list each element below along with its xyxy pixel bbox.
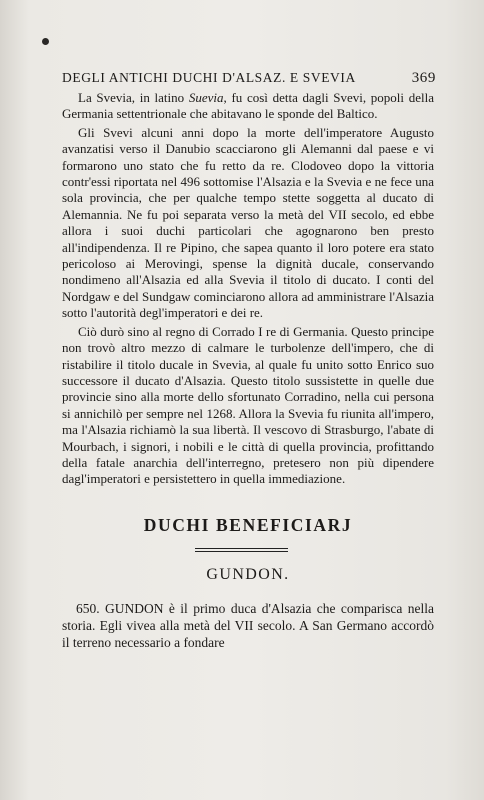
- main-text: [62, 90, 434, 488]
- running-header: [62, 70, 436, 87]
- page-number: 369: [411, 70, 436, 86]
- section-title: DUCHI BENEFICIARJ: [143, 515, 353, 535]
- entry-paragraph: 650. GUNDON è il primo duca d'Alsazia che comparisca nella storia. Egli vivea alla metà del VII secolo. A San Germano accordò il terreno necessario a fondare: [62, 601, 434, 650]
- running-title: DEGLI ANTICHI DUCHI D'ALSAZ. E SVEVIA: [62, 70, 356, 85]
- entry-text: [62, 600, 434, 651]
- paragraph-2: Gli Svevi alcuni anni dopo la morte dell'imperatore Augusto avanzatisi verso il Danubio scacciarono gli Alemanni dal paese e vi formarono uno stato che fu retto da re. Clodoveo dopo la vittoria contr'essi riportata nel 496 sottomise l'Alsazia e la Svevia e ne fece una sola provincia, che per qualche tempo stette soggetta al ducato di Alemannia. Ne fu poi separata verso la metà del VII secolo, ed ebbe allora i suoi duchi particolari che agognarono ben presto all'indipendenza. Il re Pipino, che sapea quanto il loro potere era stato pericoloso ai Merovingi, spense la dignità ducale, conservando nondimeno all'Alsazia ed alla Svevia il titolo di ducato. I conti del Nordgaw e del Sundgaw cominciarono allora ad amministrare l'Alsazia sotto l'autorità degl'imperatori e dei re.: [62, 124, 434, 321]
- italic-term: Suevia: [188, 90, 224, 105]
- paragraph-3: Ciò durò sino al regno di Corrado I re di Germania. Questo principe non trovò altro mezzo di calmare le turbolenze dell'impero, che di ristabilire il titolo ducale in Svevia, al quale fu unito sotto Enrico suo successore il ducato d'Alsazia. Questo titolo sussistette in quelle due provincie sino alla morte dello sfortunato Corradino, nella cui persona si annichilò per sempre nel 1268. Allora la Svevia fu riunita all'impero, ma l'Alsazia richiamò la sua libertà. Il vescovo di Strasburgo, l'abate di Mourbach, i signori, i nobili e le città di quella provincia, profittando della fatale anarchia dell'interregno, pretesero non più dipendere dagl'imperatori e persistettero in quella immediazione.: [62, 323, 434, 487]
- subsection-title: GUNDON.: [206, 566, 290, 583]
- paragraph-1: La Svevia, in latino Suevia, fu così detta dagli Svevi, popoli della Germania settentrionale che abitavano le sponde del Baltico.: [62, 90, 434, 122]
- binding-hole-mark: [42, 38, 49, 45]
- double-rule-divider: [195, 548, 288, 552]
